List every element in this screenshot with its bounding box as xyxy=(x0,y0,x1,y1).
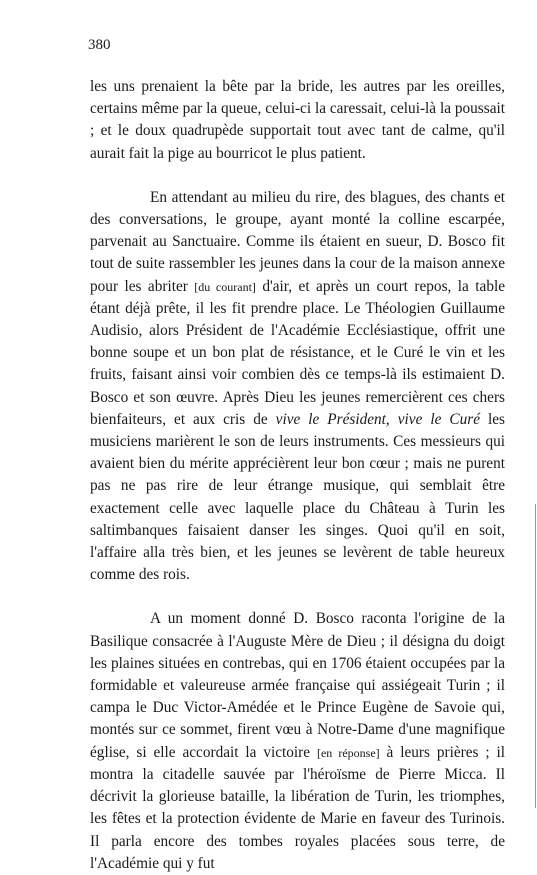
paragraph-2-part-2: d'air, et après un court repos, la table étant déjà prête, il les fit prendre place. Le Théologien Guillaume Audisio, alors Président de l'Académie Ecclésiastique, offrit une bonne soupe et un bon plat de résistance, et le Curé le vin et les fruits, faisant ainsi voir combien dès ce temps-là ils estimaient D. Bosco et son œuvre. Après Dieu les jeunes remercièrent ces chers bienfaiteurs, et aux cris de xyxy=(90,277,506,428)
page-edge-shadow xyxy=(535,504,536,808)
body-text xyxy=(90,76,505,875)
paragraph-2 xyxy=(90,187,505,587)
paragraph-2-part-3: les musiciens marièrent le son de leurs instruments. Ces messieurs qui avaient bien du mérite apprécièrent leur bon cœur ; mais ne purent pas ne pas rire de leur étrange musique, qui semblait être exactement celle avec laquelle place du Château à Turin les saltimbanques faisaient danser les singes. Quoi qu'il en soit, l'affaire alla très bien, et les jeunes se levèrent de table heureux comme des rois. xyxy=(90,410,505,584)
page-number: 380 xyxy=(88,37,111,53)
paragraph-1-text: les uns prenaient la bête par la bride, les autres par les oreilles, certains même par la queue, celui-ci la caressait, celui-là la poussait ; et le doux quadrupède supportait tout avec tant de calme, qu'il aurait fait la pige au bourricot le plus patient. xyxy=(90,78,505,162)
paragraph-3 xyxy=(90,608,505,874)
paragraph-3-part-2: à leurs prières ; il montra la citadelle sauvée par l'héroïsme de Pierre Micca. Il décrivit la glorieuse bataille, la libération de Turin, les triomphes, les fêtes et la protection évidente de Marie en faveur des Turinois. Il parla encore des tombes royales placées sous terre, de l'Académie qui y fut xyxy=(90,743,506,872)
italic-acclamation: vive le Président, vive le Curé xyxy=(275,410,480,428)
paragraph-1 xyxy=(90,76,505,165)
editorial-note-du-courant: [du courant] xyxy=(194,279,256,294)
editorial-note-en-reponse: [en réponse] xyxy=(316,745,380,760)
paragraph-2-part-1: En attendant au milieu du rire, des blagues, des chants et des conversations, le groupe, ayant monté la colline escarpée, parvenait au Sanctuaire. Comme ils étaient en sueur, D. Bosco fit tout de suite rassembler les jeunes dans la cour de la maison annexe pour les abriter xyxy=(90,188,505,295)
paragraph-3-part-1: A un moment donné D. Bosco raconta l'origine de la Basilique consacrée à l'Auguste Mère de Dieu ; il désigna du doigt les plaines situées en contrebas, qui en 1706 étaient occupées par la formidable et valeureuse armée française qui assiégeait Turin ; il campa le Duc Victor-Amédée et le Prince Eugène de Savoie qui, montés sur ce sommet, firent vœu à Notre-Dame d'une magnifique église, si elle accordait la victoire xyxy=(90,610,505,761)
